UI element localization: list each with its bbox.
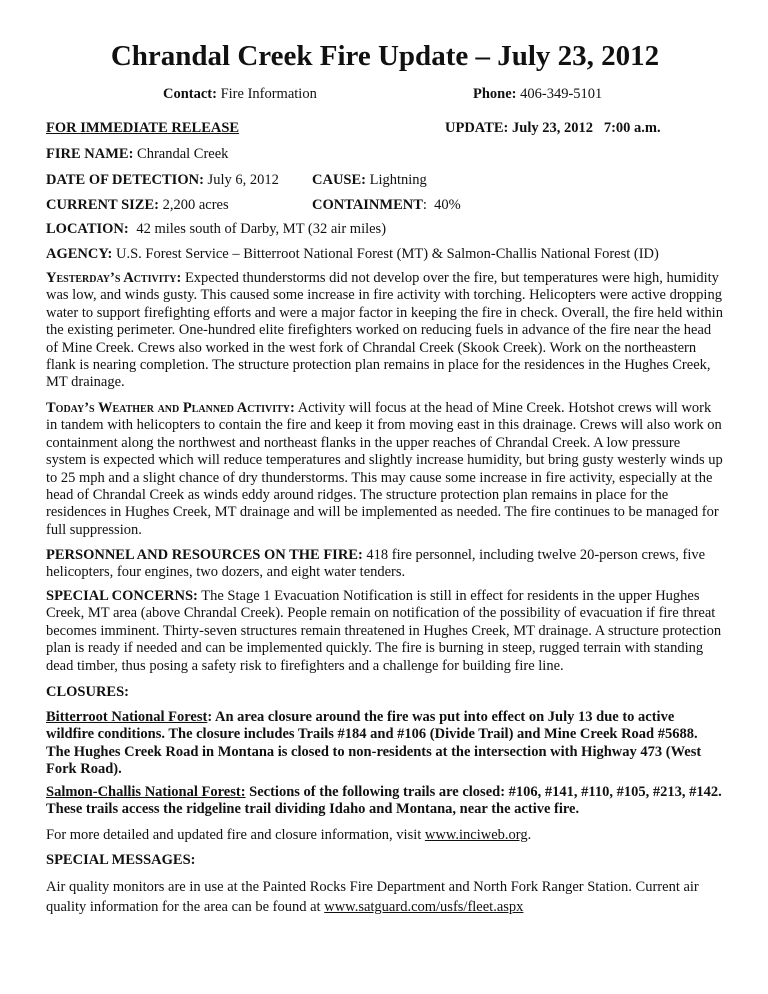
yesterday-activity-label: Yesterday’s Activity: (46, 270, 182, 286)
personnel-paragraph (46, 547, 724, 582)
cause-value: Lightning (369, 172, 427, 188)
phone-label: Phone: (473, 86, 517, 102)
satguard-link[interactable]: www.satguard.com/usfs/fleet.aspx (324, 899, 524, 915)
date-detection-line (46, 172, 279, 189)
today-weather-paragraph (46, 400, 724, 539)
bitterroot-text: : An area closure around the fire was put into effect on July 13 due to active wildfire conditions. The closure includes Trails #184 and #106 (Divide Trail) and Mine Creek Road #5688. The Hughes Creek Road in Montana is closed to non-residents at the intersection with Highway 473 (West Fork Road). (46, 709, 702, 778)
special-concerns-paragraph (46, 588, 724, 675)
contact-label: Contact: (163, 86, 217, 102)
phone-value: 406-349-5101 (520, 86, 603, 102)
personnel-label: PERSONNEL AND RESOURCES ON THE FIRE: (46, 547, 363, 563)
more-info-tail: . (527, 827, 532, 843)
agency-label: AGENCY: (46, 246, 113, 262)
contact-value: Fire Information (220, 86, 317, 102)
phone-line (473, 86, 602, 103)
release-label: FOR IMMEDIATE RELEASE (46, 120, 240, 136)
closures-heading (46, 684, 129, 701)
location-value: 42 miles south of Darby, MT (32 air miles) (136, 221, 387, 237)
closures-heading-text: CLOSURES: (46, 684, 129, 700)
today-weather-label: Today’s Weather and Planned Activity: (46, 400, 295, 416)
air-quality-text: Air quality monitors are in use at the Painted Rocks Fire Department and North Fork Ranger Station. Current air quality information for the area can be found at (46, 879, 699, 915)
agency-line (46, 246, 659, 263)
fire-name-line (46, 146, 228, 163)
personnel-text: 418 fire personnel, including twelve 20-person crews, five helicopters, four engines, two dozers, and eight water tenders. (46, 547, 706, 581)
air-quality-paragraph (46, 877, 724, 917)
update-value: July 23, 2012 7:00 a.m. (512, 120, 661, 136)
update-label: UPDATE: (445, 120, 509, 136)
contact-line (163, 86, 317, 103)
current-size-label: CURRENT SIZE: (46, 197, 159, 213)
cause-line (312, 172, 427, 189)
location-line (46, 221, 386, 238)
special-messages-heading-text: SPECIAL MESSAGES: (46, 852, 196, 868)
salmon-closure-paragraph (46, 784, 724, 819)
location-label: LOCATION: (46, 221, 129, 237)
cause-label: CAUSE: (312, 172, 366, 188)
containment-value: : 40% (422, 197, 461, 213)
fire-name-value: Chrandal Creek (137, 146, 229, 162)
current-size-value: 2,200 acres (162, 197, 229, 213)
more-info-paragraph (46, 827, 724, 844)
special-messages-heading (46, 852, 195, 869)
more-info-text: For more detailed and updated fire and closure information, visit (46, 827, 425, 843)
date-detection-value: July 6, 2012 (207, 172, 279, 188)
agency-value: U.S. Forest Service – Bitterroot National Forest (MT) & Salmon-Challis National Forest (ID) (115, 246, 659, 262)
salmon-text: Sections of the following trails are closed: #106, #141, #110, #105, #213, #142. These trails access the ridgeline trail dividing Idaho and Montana, near the active fire. (46, 784, 722, 818)
current-size-line (46, 197, 229, 214)
special-concerns-label: SPECIAL CONCERNS: (46, 588, 198, 604)
fire-name-label: FIRE NAME: (46, 146, 134, 162)
containment-line (312, 197, 461, 214)
special-concerns-text: The Stage 1 Evacuation Notification is still in effect for residents in the upper Hughes Creek, MT area (above Chrandal Creek). People remain on notification of the possibility of evacuation if fire threat becomes imminent. Thirty-seven structures remain threatened in Hughes Creek, MT drainage. A structure protection plan is ready if needed and can be implemented quickly. The fire is burning in steep, rugged terrain with standing dead timber, thus posing a safety risk to firefighters and a challenge for building fire line. (46, 588, 722, 674)
date-detection-label: DATE OF DETECTION: (46, 172, 204, 188)
bitterroot-closure-paragraph (46, 709, 724, 779)
yesterday-activity-text: Expected thunderstorms did not develop over the fire, but temperatures were high, humidity was low, and winds gusty. This caused some increase in fire activity with torching. Helicopters were active dropping water to support firefighting efforts and were a major factor in keeping the fire in check. Overall, the fire held within the existing perimeter. One-hundred elite firefighters worked on reducing fuels in advance of the fire near the head of Mine Creek. Crews also worked in the west fork of Chrandal Creek (Skook Creek). Work on the northeastern flank is nearing completion. The structure protection plan remains in place for the residences in the Hughes Creek, MT drainage. (46, 270, 723, 391)
inciweb-link[interactable]: www.inciweb.org (424, 827, 528, 843)
today-weather-text: Activity will focus at the head of Mine Creek. Hotshot crews will work in tandem with helicopters to contain the fire and keep it from moving east in this drainage. Crews will also work on containment along the northwest and northeast flanks in the upper reaches of Chrandal Creek. A low pressure system is expected which will reduce temperatures and slightly increase humidity, but bring gusty westerly winds up to 25 mph and a slight chance of dry thunderstorms. This may cause some increase in fire activity, especially at the head of Chrandal Creek as winds eddy around ridges. The structure protection plan remains in place for the residences in Hughes Creek, MT drainage and will be implemented as needed. The fire continues to be managed for full suppression. (46, 400, 723, 538)
containment-label: CONTAINMENT (312, 197, 423, 213)
update-line (445, 120, 661, 137)
bitterroot-label: Bitterroot National Forest (46, 709, 208, 725)
salmon-label: Salmon-Challis National Forest: (46, 784, 246, 800)
page-title: Chrandal Creek Fire Update – July 23, 2012 (110, 40, 660, 72)
yesterday-activity-paragraph (46, 270, 724, 392)
